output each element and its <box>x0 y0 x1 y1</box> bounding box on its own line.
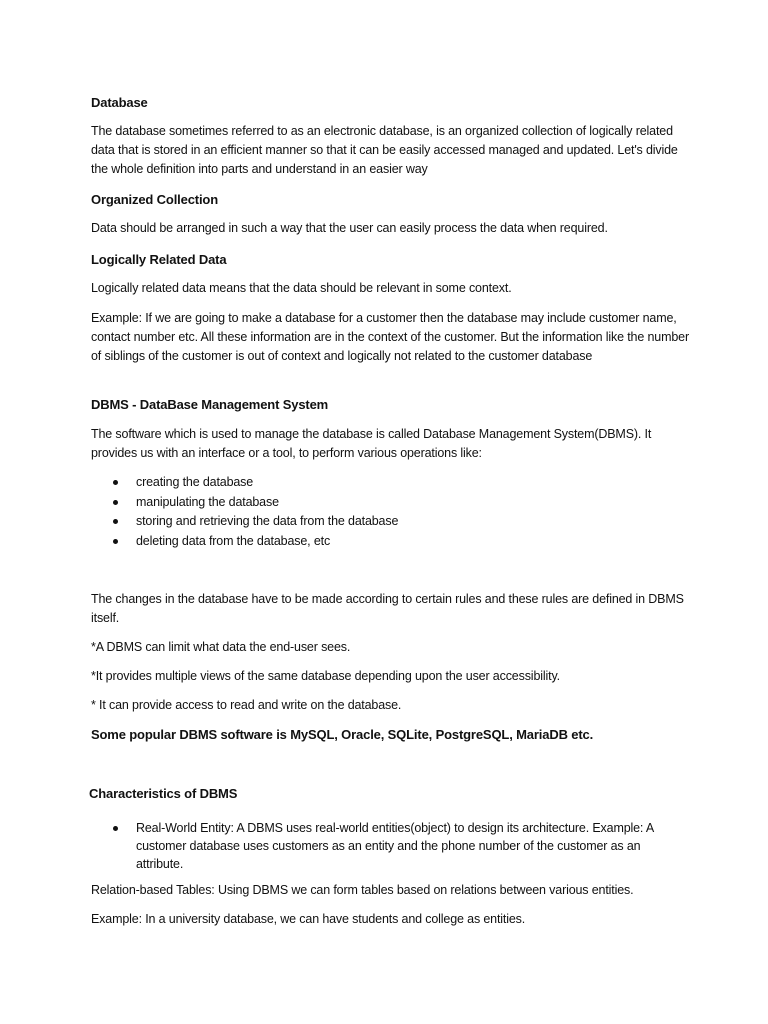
heading-database: Database <box>91 95 148 110</box>
paragraph-logical-example: Example: If we are going to make a database for a customer then the database may include customer name, contact number etc. All these information are in the context of the customer. But the information like the number of siblings of the customer is out of context and logically not related to the customer database <box>91 311 689 363</box>
paragraph-dbms-rules: The changes in the database have to be made according to certain rules and these rules are defined in DBMS itself. <box>91 592 684 625</box>
paragraph-logically-related: Logically related data means that the data should be relevant in some context. <box>91 281 512 295</box>
heading-organized-collection: Organized Collection <box>91 192 219 207</box>
paragraph-dbms-definition: The software which is used to manage the database is called Database Management System(DBMS). It provides us with an interface or a tool, to perform various operations like: <box>91 427 652 460</box>
heading-dbms: DBMS - DataBase Management System <box>91 397 329 412</box>
list-item-text: manipulating the database <box>136 494 279 509</box>
paragraph-popular-dbms: Some popular DBMS software is MySQL, Oracle, SQLite, PostgreSQL, MariaDB etc. <box>91 727 594 742</box>
paragraph-database-definition: The database sometimes referred to as an electronic database, is an organized collection of logically related data that is stored in an efficient manner so that it can be easily accessed managed and updated. Let's divide the whole definition into parts and understand in an easier way <box>91 124 678 176</box>
operations-list <box>91 473 691 551</box>
heading-logically-related-data: Logically Related Data <box>91 252 227 267</box>
bullet-icon <box>113 539 118 544</box>
paragraph-organized-collection: Data should be arranged in such a way that the user can easily process the data when required. <box>91 221 608 235</box>
list-item <box>91 532 691 552</box>
list-item-text: creating the database <box>136 475 254 489</box>
bullet-icon <box>113 519 118 524</box>
heading-characteristics: Characteristics of DBMS <box>89 786 238 801</box>
list-item <box>91 493 691 513</box>
bullet-icon <box>113 500 118 505</box>
bullet-icon <box>113 826 118 831</box>
list-item <box>91 473 691 493</box>
list-item-text: deleting data from the database, etc <box>136 533 331 548</box>
paragraph-university-example: Example: In a university database, we can have students and college as entities. <box>91 912 526 926</box>
paragraph-relation-tables: Relation-based Tables: Using DBMS we can form tables based on relations between various entities. <box>91 883 634 897</box>
bullet-icon <box>113 480 118 485</box>
paragraph-dbms-views: *It provides multiple views of the same database depending upon the user accessibility. <box>91 669 560 683</box>
list-item-text: storing and retrieving the data from the database <box>136 514 399 528</box>
list-item <box>91 819 691 873</box>
paragraph-dbms-access: * It can provide access to read and write on the database. <box>91 698 402 712</box>
paragraph-dbms-limit: *A DBMS can limit what data the end-user sees. <box>91 640 351 654</box>
list-item <box>91 512 691 532</box>
list-item-text: Real-World Entity: A DBMS uses real-world entities(object) to design its architecture. Example: A customer database uses customers as an entity and the phone number of the customer as an attribute. <box>136 821 654 871</box>
